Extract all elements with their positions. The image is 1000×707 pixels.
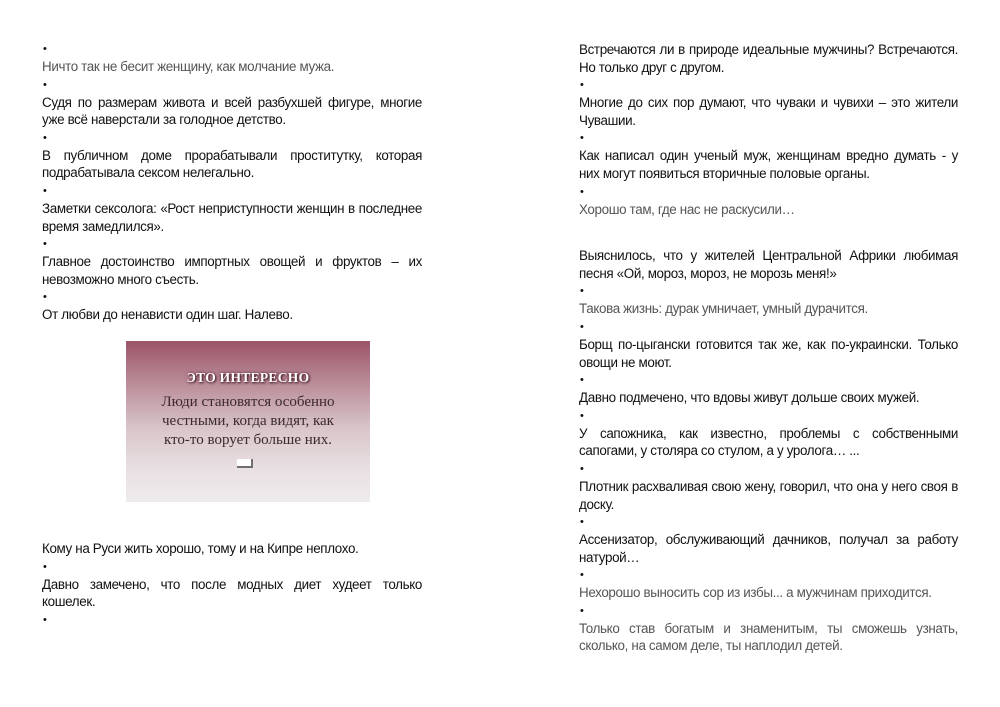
joke-entry: Давно подмечено, что вдовы живут дольше своих мужей.	[579, 390, 920, 406]
joke-entry: Такова жизнь: дурак умничает, умный дурачится.	[579, 301, 868, 317]
joke-entry: Как написал один ученый муж, женщинам вредно думать - у них могут появиться вторичные половые органы.	[579, 148, 958, 181]
joke-entry: Ничто так не бесит женщину, как молчание мужа.	[42, 59, 335, 74]
bullet-icon: •	[580, 185, 584, 198]
fact-card	[126, 341, 370, 502]
bullet-icon: •	[43, 131, 47, 144]
left-entries-top	[42, 40, 422, 324]
joke-entry: Встречаются ли в природе идеальные мужчины? Встречаются. Но только друг с другом.	[579, 42, 958, 75]
joke-entry: Хорошо там, где нас не раскусили…	[579, 201, 795, 217]
joke-entry: В публичном доме прорабатывали проститутку, которая подрабатывала сексом нелегально.	[42, 147, 422, 181]
joke-entry: У сапожника, как известно, проблемы с собственными сапогами, у столяра со стулом, а у уролога… ...	[579, 425, 958, 459]
bullet-icon: •	[580, 79, 584, 92]
bullet-icon: •	[580, 132, 584, 145]
spacer	[579, 218, 958, 247]
joke-entry: Плотник расхваливая свою жену, говорил, что она у него своя в доску.	[579, 478, 958, 512]
bullet-icon: •	[43, 78, 47, 91]
bullet-icon: •	[580, 409, 584, 422]
bullet-icon: •	[580, 285, 584, 298]
joke-entry: Кому на Руси жить хорошо, тому и на Кипре неплохо.	[42, 540, 359, 556]
bullet-icon: •	[580, 374, 584, 387]
fact-card-text: Люди становятся особенно честными, когда видят, как кто-то ворует больше них.	[161, 393, 335, 448]
bullet-icon: •	[580, 604, 584, 617]
bullet-icon: •	[580, 569, 584, 582]
left-column	[42, 40, 422, 629]
joke-entry: Борщ по-цыгански готовится так же, как по-украински. Только овощи не моют.	[579, 336, 958, 370]
joke-entry: Ассенизатор, обслуживающий дачников, получал за работу натурой…	[579, 532, 958, 565]
joke-entry: Давно замечено, что после модных диет худеет только кошелек.	[42, 576, 422, 610]
joke-entry: Главное достоинство импортных овощей и фруктов – их невозможно много съесть.	[42, 254, 422, 287]
bullet-icon: •	[580, 516, 584, 529]
spacer	[42, 502, 422, 540]
joke-entry: Только став богатым и знаменитым, ты сможешь узнать, сколько, на самом деле, ты наплодил детей.	[579, 620, 958, 654]
keyboard-key-icon	[237, 459, 253, 468]
joke-entry: От любви до ненависти один шаг. Налево.	[42, 307, 293, 323]
joke-entry: Судя по размерам живота и всей разбухшей фигуре, многие уже всё наверстали за голодное детство.	[42, 94, 422, 128]
joke-entry: Выяснилось, что у жителей Центральной Африки любимая песня «Ой, мороз, мороз, не морозь меня!»	[579, 248, 958, 281]
fact-card-title: ЭТО ИНТЕРЕСНО	[186, 369, 310, 385]
bullet-icon: •	[43, 560, 47, 573]
bullet-icon: •	[43, 613, 47, 626]
bullet-icon: •	[580, 462, 584, 475]
left-entries-bottom	[42, 540, 422, 629]
right-column	[579, 41, 958, 655]
bullet-icon: •	[43, 184, 47, 197]
bullet-icon: •	[43, 238, 47, 251]
bullet-icon: •	[43, 291, 47, 304]
joke-entry: Заметки сексолога: «Рост неприступности женщин в последнее время замедлился».	[42, 200, 422, 234]
right-page	[500, 0, 1000, 707]
joke-entry: Нехорошо выносить сор из избы... а мужчинам приходится.	[579, 585, 932, 601]
joke-entry: Многие до сих пор думают, что чуваки и чувихи – это жители Чувашии.	[579, 95, 958, 128]
bullet-icon: •	[43, 43, 47, 55]
bullet-icon: •	[580, 320, 584, 333]
